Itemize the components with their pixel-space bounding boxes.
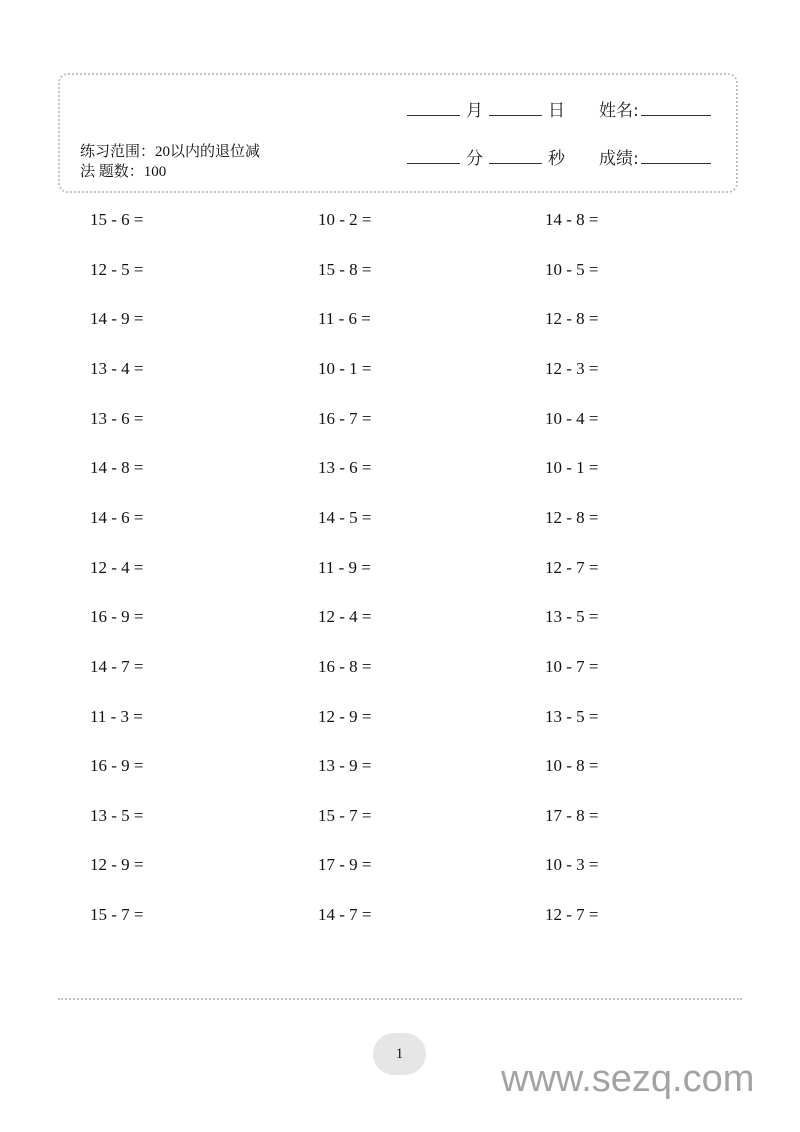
- range-line-2: 法 题数：100: [80, 164, 167, 180]
- problem-item: 12 - 3 =: [545, 358, 599, 378]
- problem-item: 15 - 7 =: [90, 905, 144, 925]
- problem-item: 12 - 7 =: [545, 905, 599, 925]
- second-label: 秒: [548, 149, 565, 169]
- day-blank[interactable]: [489, 114, 542, 116]
- problem-item: 10 - 1 =: [545, 458, 599, 478]
- date-name-row: [407, 100, 711, 122]
- watermark: www.sezq.com: [501, 1058, 755, 1100]
- problem-item: 13 - 9 =: [318, 756, 372, 776]
- range-line-1: 练习范围：20以内的退位减: [80, 144, 261, 160]
- minute-label: 分: [466, 149, 483, 169]
- problem-item: 16 - 9 =: [90, 756, 144, 776]
- problem-item: 10 - 1 =: [318, 358, 372, 378]
- problem-item: 13 - 5 =: [90, 805, 144, 825]
- name-label: 姓名:: [599, 101, 639, 121]
- problem-item: 13 - 4 =: [90, 358, 144, 378]
- page-number: 1: [373, 1033, 426, 1075]
- footer-divider: [58, 998, 742, 1000]
- problem-item: 17 - 8 =: [545, 805, 599, 825]
- problem-item: 12 - 4 =: [318, 607, 372, 627]
- problem-item: 17 - 9 =: [318, 855, 372, 875]
- problem-item: 12 - 7 =: [545, 557, 599, 577]
- problem-item: 13 - 5 =: [545, 706, 599, 726]
- score-label: 成绩:: [599, 149, 639, 169]
- problem-item: 16 - 8 =: [318, 656, 372, 676]
- name-blank[interactable]: [641, 114, 711, 116]
- problem-item: 14 - 5 =: [318, 507, 372, 527]
- second-blank[interactable]: [489, 162, 542, 164]
- problem-item: 11 - 9 =: [318, 557, 371, 577]
- problem-item: 13 - 6 =: [318, 458, 372, 478]
- problem-item: 14 - 7 =: [90, 656, 144, 676]
- problem-item: 15 - 8 =: [318, 259, 372, 279]
- problem-item: 14 - 7 =: [318, 905, 372, 925]
- problem-item: 13 - 6 =: [90, 408, 144, 428]
- problem-item: 10 - 7 =: [545, 656, 599, 676]
- problem-item: 12 - 9 =: [90, 855, 144, 875]
- problem-item: 12 - 5 =: [90, 259, 144, 279]
- time-score-row: [407, 148, 711, 170]
- problem-item: 15 - 6 =: [90, 210, 144, 229]
- problem-item: 12 - 8 =: [545, 309, 599, 329]
- problem-item: 12 - 9 =: [318, 706, 372, 726]
- problem-item: 10 - 2 =: [318, 210, 372, 229]
- problem-item: 14 - 6 =: [90, 507, 144, 527]
- practice-range: [80, 142, 290, 182]
- day-label: 日: [548, 101, 565, 121]
- problem-item: 10 - 8 =: [545, 756, 599, 776]
- problem-item: 16 - 7 =: [318, 408, 372, 428]
- problem-item: 14 - 9 =: [90, 309, 144, 329]
- problem-item: 10 - 4 =: [545, 408, 599, 428]
- problem-item: 14 - 8 =: [545, 210, 599, 229]
- problem-item: 13 - 5 =: [545, 607, 599, 627]
- problem-item: 11 - 6 =: [318, 309, 371, 329]
- problem-item: 16 - 9 =: [90, 607, 144, 627]
- month-label: 月: [466, 101, 483, 121]
- problem-item: 11 - 3 =: [90, 706, 143, 726]
- problem-item: 12 - 8 =: [545, 507, 599, 527]
- score-blank[interactable]: [641, 162, 711, 164]
- problem-item: 12 - 4 =: [90, 557, 144, 577]
- problem-item: 15 - 7 =: [318, 805, 372, 825]
- month-blank[interactable]: [407, 114, 460, 116]
- problem-item: 10 - 5 =: [545, 259, 599, 279]
- minute-blank[interactable]: [407, 162, 460, 164]
- problem-item: 10 - 3 =: [545, 855, 599, 875]
- problem-item: 14 - 8 =: [90, 458, 144, 478]
